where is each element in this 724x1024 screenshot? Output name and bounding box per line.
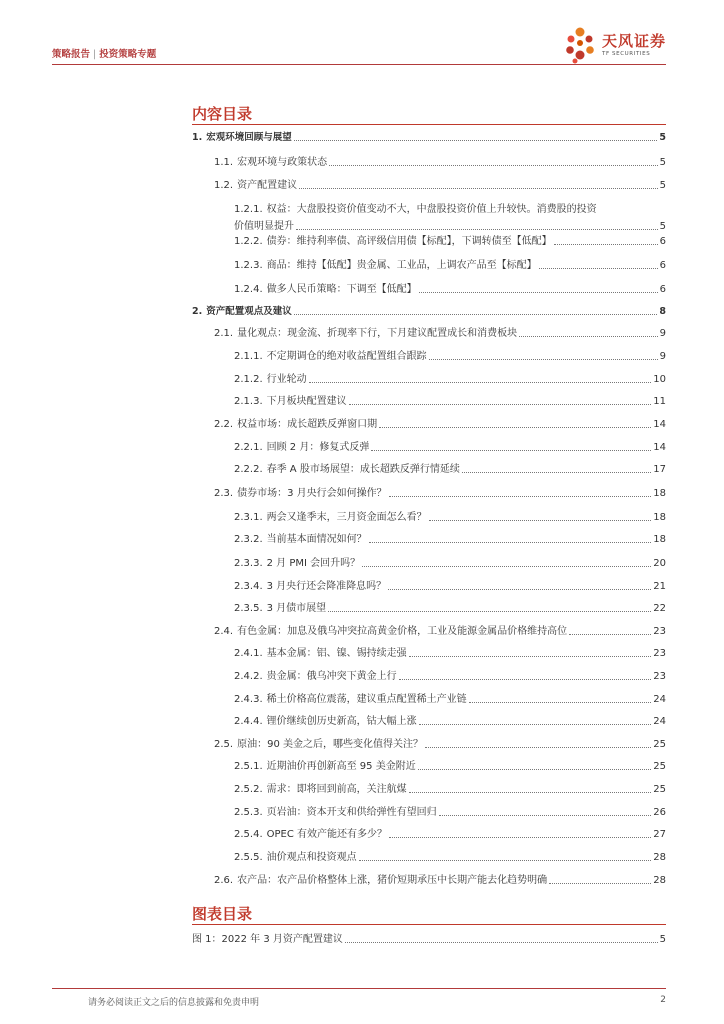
toc-entry[interactable] bbox=[234, 203, 666, 233]
toc-entry-text: 需求：即将回到前高，关注航煤 bbox=[266, 784, 407, 795]
toc-entry-number: 2.1.2. bbox=[234, 374, 263, 385]
toc-entry[interactable] bbox=[234, 463, 666, 476]
leader-dots bbox=[418, 769, 652, 770]
toc-entry-number: 2.4.3. bbox=[234, 694, 263, 705]
leader-dots bbox=[379, 427, 651, 428]
toc-entry[interactable] bbox=[234, 806, 666, 819]
toc-entry-page: 28 bbox=[653, 852, 666, 863]
toc-entry-page: 22 bbox=[653, 603, 666, 614]
toc-entry-page: 6 bbox=[659, 236, 666, 247]
toc-entry-page: 9 bbox=[659, 328, 666, 339]
toc-entry-text: 商品：维持【低配】贵金属、工业品，上调农产品至【标配】 bbox=[266, 260, 537, 271]
toc-entry[interactable] bbox=[192, 131, 666, 144]
toc-entry-page: 11 bbox=[653, 396, 666, 407]
toc-entry[interactable] bbox=[214, 487, 666, 500]
toc-entry-page: 24 bbox=[653, 716, 666, 727]
leader-dots bbox=[569, 634, 651, 635]
toc-entry-number: 2.3.3. bbox=[234, 558, 263, 569]
toc-entry[interactable] bbox=[214, 625, 666, 638]
leader-dots bbox=[519, 336, 658, 337]
toc-entry[interactable] bbox=[214, 156, 666, 169]
toc-entry[interactable] bbox=[214, 418, 666, 431]
toc-entry-page: 24 bbox=[653, 694, 666, 705]
toc-entry[interactable] bbox=[234, 647, 666, 660]
toc-entry-text: 当前基本面情况如何？ bbox=[266, 534, 367, 545]
toc-entry-page: 26 bbox=[653, 807, 666, 818]
toc-entry-text: 行业轮动 bbox=[266, 374, 307, 385]
leader-dots bbox=[329, 165, 658, 166]
toc-entry-number: 2.1. bbox=[214, 328, 234, 339]
toc-entry-page: 5 bbox=[659, 132, 666, 143]
toc-entry-page: 14 bbox=[653, 442, 666, 453]
leader-dots bbox=[425, 747, 651, 748]
toc-entry[interactable] bbox=[234, 533, 666, 546]
toc-entry-number: 1.1. bbox=[214, 157, 234, 168]
toc-entry-page: 18 bbox=[653, 534, 666, 545]
toc-entry-number: 2.3.2. bbox=[234, 534, 263, 545]
toc-entry-text: 原油：90 美金之后，哪些变化值得关注？ bbox=[237, 739, 423, 750]
toc-entry-number: 2.6. bbox=[214, 875, 234, 886]
leader-dots bbox=[419, 724, 652, 725]
toc-entry-number: 2.3.5. bbox=[234, 603, 263, 614]
toc-entry[interactable] bbox=[234, 441, 666, 454]
leader-dots bbox=[429, 520, 652, 521]
leader-dots bbox=[419, 292, 658, 293]
toc-entry-text: 做多人民币策略：下调至【低配】 bbox=[266, 284, 417, 295]
toc-entry-text: 宏观环境与政策状态 bbox=[237, 157, 328, 168]
toc-entry-text: 量化观点：现金流、折现率下行，下月建议配置成长和消费板块 bbox=[237, 328, 518, 339]
toc-entry[interactable] bbox=[234, 760, 666, 773]
toc-entry-page: 25 bbox=[653, 761, 666, 772]
toc-entry-number: 2.3.1. bbox=[234, 512, 263, 523]
toc-entry-text: 锂价继续创历史新高，钴大幅上涨 bbox=[266, 716, 417, 727]
toc-entry-text: 权益市场：成长超跌反弹窗口期 bbox=[237, 419, 378, 430]
leader-dots bbox=[549, 883, 651, 884]
leader-dots bbox=[389, 837, 651, 838]
toc-entry-text: 近期油价再创新高至 95 美金附近 bbox=[266, 761, 416, 772]
toc-entry-number: 2.3. bbox=[214, 488, 234, 499]
toc-entry[interactable] bbox=[234, 580, 666, 593]
toc-entry[interactable] bbox=[234, 235, 666, 248]
leader-dots bbox=[439, 815, 652, 816]
toc-entry-number: 1.2.2. bbox=[234, 236, 263, 247]
leader-dots bbox=[388, 589, 651, 590]
leader-dots bbox=[469, 702, 652, 703]
toc-entry[interactable] bbox=[234, 602, 666, 615]
toc-entry-page: 6 bbox=[659, 260, 666, 271]
toc-entry[interactable] bbox=[234, 283, 666, 296]
toc-entry-number: 2.4.1. bbox=[234, 648, 263, 659]
toc-entry-number: 2.2.2. bbox=[234, 464, 263, 475]
toc-entry-page: 20 bbox=[653, 558, 666, 569]
toc-entry-text: 3 月债市展望 bbox=[266, 603, 327, 614]
toc-entry-text: 贵金属：俄乌冲突下黄金上行 bbox=[266, 671, 397, 682]
leader-dots bbox=[299, 188, 658, 189]
leader-dots bbox=[349, 404, 652, 405]
toc-entry-number: 2.5.1. bbox=[234, 761, 263, 772]
toc-entry-number: 2.1.3. bbox=[234, 396, 263, 407]
leader-dots bbox=[409, 656, 652, 657]
toc-entry-text: 春季 A 股市场展望：成长超跌反弹行情延续 bbox=[266, 464, 460, 475]
toc-entry-page: 5 bbox=[659, 221, 666, 232]
toc-entry-page: 25 bbox=[653, 784, 666, 795]
toc-entry-text: 不定期调仓的绝对收益配置组合跟踪 bbox=[266, 351, 427, 362]
toc-entry-text: 资产配置观点及建议 bbox=[206, 306, 292, 317]
toc-entry-page: 28 bbox=[653, 875, 666, 886]
toc-entry-number: 1.2.4. bbox=[234, 284, 263, 295]
toc-entry[interactable] bbox=[234, 511, 666, 524]
leader-dots bbox=[296, 229, 658, 230]
leader-dots bbox=[362, 566, 651, 567]
tf-logo-icon bbox=[562, 26, 598, 64]
figure-entry-page: 5 bbox=[659, 934, 666, 945]
toc-entry-text: 债券：维持利率债、高评级信用债【标配】，下调转债至【低配】 bbox=[266, 236, 552, 247]
figure-list-item[interactable] bbox=[192, 933, 666, 946]
leader-dots bbox=[554, 244, 658, 245]
toc-entry-page: 27 bbox=[653, 829, 666, 840]
header-divider bbox=[52, 64, 666, 65]
toc-entry-number: 1. bbox=[192, 132, 203, 143]
toc-entry-text: 债券市场：3 月央行会如何操作？ bbox=[237, 488, 387, 499]
toc-entry-page: 5 bbox=[659, 157, 666, 168]
logo-name-cn: 天风证券 bbox=[601, 31, 666, 50]
leader-dots bbox=[369, 542, 652, 543]
toc-entry-page: 18 bbox=[653, 512, 666, 523]
toc-entry-text: 页岩油：资本开支和供给弹性有望回归 bbox=[266, 807, 437, 818]
toc-entry[interactable] bbox=[234, 715, 666, 728]
toc-entry-page: 17 bbox=[653, 464, 666, 475]
toc-entry[interactable] bbox=[214, 874, 666, 887]
toc-title: 内容目录 bbox=[192, 105, 253, 123]
toc-entry-page: 5 bbox=[659, 180, 666, 191]
toc-entry-page: 23 bbox=[653, 648, 666, 659]
toc-entry-number: 2.4.4. bbox=[234, 716, 263, 727]
toc-entry-page: 8 bbox=[659, 306, 666, 317]
toc-entry[interactable] bbox=[234, 259, 666, 272]
toc-entry-text: 回顾 2 月：修复式反弹 bbox=[266, 442, 370, 453]
toc-entry-number: 1.2. bbox=[214, 180, 234, 191]
toc-entry-text: 有色金属：加息及俄乌冲突拉高黄金价格，工业及能源金属品价格维持高位 bbox=[237, 626, 568, 637]
toc-entry[interactable] bbox=[214, 738, 666, 751]
toc-entry-page: 9 bbox=[659, 351, 666, 362]
toc-entry-text: 2 月 PMI 会回升吗？ bbox=[266, 558, 361, 569]
leader-dots bbox=[539, 268, 658, 269]
toc-entry-text: 农产品：农产品价格整体上涨，猪价短期承压中长期产能去化趋势明确 bbox=[237, 875, 548, 886]
toc-entry-text: 基本金属：铝、镍、锡持续走强 bbox=[266, 648, 407, 659]
toc-entry-text: 下月板块配置建议 bbox=[266, 396, 347, 407]
toc-entry-text: 稀土价格高位震荡，建议重点配置稀土产业链 bbox=[266, 694, 467, 705]
toc-entry-number: 2.2. bbox=[214, 419, 234, 430]
toc-entry-number: 2.5.3. bbox=[234, 807, 263, 818]
toc-entry[interactable] bbox=[234, 557, 666, 570]
toc-entry-number: 1.2.3. bbox=[234, 260, 263, 271]
toc-entry-page: 23 bbox=[653, 626, 666, 637]
toc-entry[interactable] bbox=[214, 179, 666, 192]
toc-entry-number: 2.5.4. bbox=[234, 829, 263, 840]
toc-title-rule bbox=[192, 124, 666, 125]
toc-entry-page: 14 bbox=[653, 419, 666, 430]
toc-entry-number: 2. bbox=[192, 306, 203, 317]
report-topic: 投资策略专题 bbox=[99, 49, 157, 60]
toc-entry[interactable] bbox=[234, 395, 666, 408]
leader-dots bbox=[409, 792, 652, 793]
toc-entry[interactable] bbox=[234, 693, 666, 706]
toc-entry[interactable] bbox=[234, 828, 666, 841]
toc-entry-text: 油价观点和投资观点 bbox=[266, 852, 357, 863]
toc-entry-text: OPEC 有效产能还有多少？ bbox=[266, 829, 388, 840]
leader-dots bbox=[309, 382, 652, 383]
footer-divider bbox=[52, 988, 666, 989]
leader-dots bbox=[389, 496, 652, 497]
leader-dots bbox=[294, 314, 658, 315]
leader-dots bbox=[359, 860, 652, 861]
toc-entry-number: 2.4.2. bbox=[234, 671, 263, 682]
figure-entry-text: 图 1：2022 年 3 月资产配置建议 bbox=[192, 934, 343, 945]
toc-entry-number: 2.4. bbox=[214, 626, 234, 637]
toc-entry-text: 宏观环境回顾与展望 bbox=[206, 132, 292, 143]
toc-entry-text: 资产配置建议 bbox=[237, 180, 298, 191]
toc-entry-number: 2.5.5. bbox=[234, 852, 263, 863]
toc-entry-text: 两会又逢季末，三月资金面怎么看？ bbox=[266, 512, 427, 523]
toc-entry[interactable] bbox=[214, 327, 666, 340]
leader-dots bbox=[328, 611, 651, 612]
page-header bbox=[52, 0, 666, 70]
toc-entry[interactable] bbox=[192, 305, 666, 318]
toc-entry-page: 23 bbox=[653, 671, 666, 682]
leader-dots bbox=[429, 359, 658, 360]
figures-title: 图表目录 bbox=[192, 905, 253, 923]
toc-entry-page: 25 bbox=[653, 739, 666, 750]
leader-dots bbox=[345, 942, 658, 943]
header-separator: | bbox=[93, 49, 97, 60]
toc-entry-page: 18 bbox=[653, 488, 666, 499]
toc-entry-number: 2.5. bbox=[214, 739, 234, 750]
toc-entry[interactable] bbox=[234, 670, 666, 683]
leader-dots bbox=[294, 140, 658, 141]
toc-entry[interactable] bbox=[234, 373, 666, 386]
toc-entry-number: 2.1.1. bbox=[234, 351, 263, 362]
figures-title-rule bbox=[192, 924, 666, 925]
leader-dots bbox=[399, 679, 652, 680]
leader-dots bbox=[371, 450, 651, 451]
leader-dots bbox=[462, 472, 651, 473]
toc-entry[interactable] bbox=[234, 350, 666, 363]
toc-entry-page: 6 bbox=[659, 284, 666, 295]
toc-entry-number: 2.3.4. bbox=[234, 581, 263, 592]
company-logo bbox=[562, 26, 666, 64]
toc-entry-number: 2.2.1. bbox=[234, 442, 263, 453]
toc-entry-number: 1.2.1. bbox=[234, 204, 263, 215]
logo-name-en: TF SECURITIES bbox=[601, 50, 651, 57]
report-category bbox=[52, 46, 156, 60]
toc-entry-page: 21 bbox=[653, 581, 666, 592]
report-type: 策略报告 bbox=[52, 49, 91, 60]
toc-entry-number: 2.5.2. bbox=[234, 784, 263, 795]
toc-entry-text-continued: 价值明显提升 bbox=[234, 221, 294, 232]
toc-entry[interactable] bbox=[234, 851, 666, 864]
toc-entry[interactable] bbox=[234, 783, 666, 796]
page-number: 2 bbox=[660, 995, 666, 1005]
toc-entry-text: 权益：大盘股投资价值变动不大，中盘股投资价值上升较快。消费股的投资 bbox=[266, 204, 597, 215]
toc-entry-text: 3 月央行还会降准降息吗？ bbox=[266, 581, 387, 592]
toc-entry-page: 10 bbox=[653, 374, 666, 385]
footer-disclaimer: 请务必阅读正文之后的信息披露和免责申明 bbox=[88, 998, 260, 1008]
